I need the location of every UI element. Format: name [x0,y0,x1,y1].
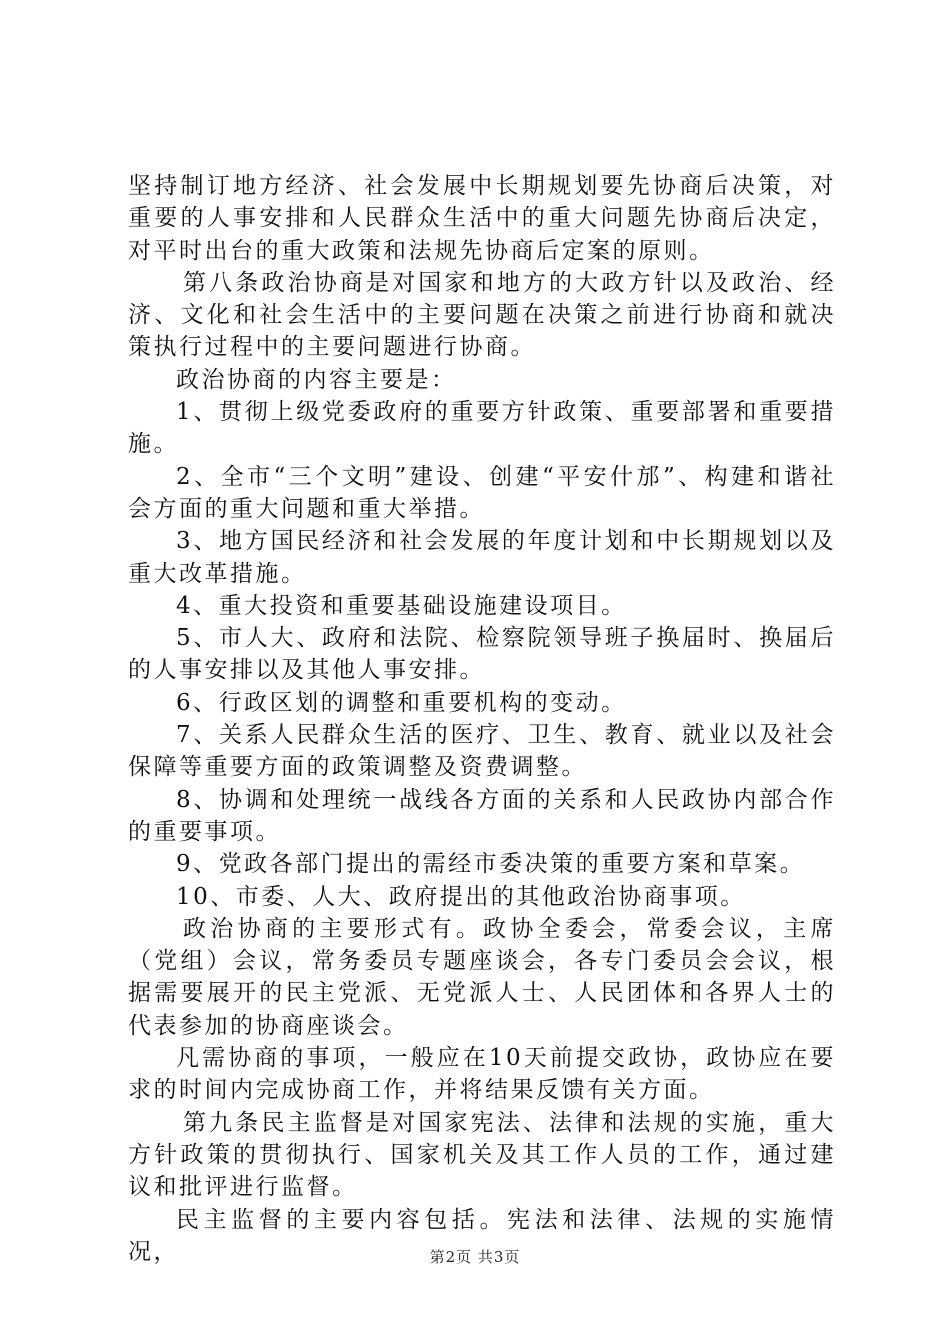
list-item-6: 6、行政区划的调整和重要机构的变动。 [176,689,627,716]
paragraph-consultation-deadline: 凡需协商的事项，一般应在10天前提交政协，政协应在要求的时间内完成协商工作，并将结果反馈有关方面。 [128,1045,836,1104]
list-item-10: 10、市委、人大、政府提出的其他政治协商事项。 [176,883,746,910]
list-item-7: 7、关系人民群众生活的医疗、卫生、教育、就业以及社会保障等重要方面的政策调整及资费调整。 [128,722,836,781]
list-item-5: 5、市人大、政府和法院、检察院领导班子换届时、换届后的人事安排以及其他人事安排。 [128,625,836,684]
paragraph-article-8: 第八条政治协商是对国家和地方的大政方针以及政治、经济、文化和社会生活中的主要问题在决策之前进行协商和就决策执行过程中的主要问题进行协商。 [128,269,836,361]
paragraph-supervision-content: 民主监督的主要内容包括。宪法和法律、法规的实施情况， [128,1206,836,1265]
paragraph-continuation: 坚持制订地方经济、社会发展中长期规划要先协商后决策，对重要的人事安排和人民群众生活中的重大问题先协商后决定，对平时出台的重大政策和法规先协商后定案的原则。 [128,173,836,264]
document-body [128,170,836,1268]
list-item-4: 4、重大投资和重要基础设施建设项目。 [176,592,627,619]
list-item-3: 3、地方国民经济和社会发展的年度计划和中长期规划以及重大改革措施。 [128,528,836,587]
paragraph-consultation-content-heading: 政治协商的内容主要是： [176,366,457,393]
list-item-1: 1、贯彻上级党委政府的重要方针政策、重要部署和重要措施。 [128,399,836,458]
list-item-2: 2、全市“三个文明”建设、创建“平安什邡”、构建和谐社会方面的重大问题和重大举措。 [128,463,836,522]
list-item-9: 9、党政各部门提出的需经市委决策的重要方案和草案。 [176,851,806,878]
list-item-8: 8、协调和处理统一战线各方面的关系和人民政协内部合作的重要事项。 [128,786,836,845]
page-number-footer: 第2页 共3页 [429,1248,521,1266]
paragraph-consultation-forms: 政治协商的主要形式有。政协全委会，常委会议，主席（党组）会议，常务委员专题座谈会，各专门委员会会议，根据需要展开的民主党派、无党派人士、人民团体和各界人士的代表参加的协商座谈会。 [128,915,836,1039]
paragraph-article-9: 第九条民主监督是对国家宪法、法律和法规的实施，重大方针政策的贯彻执行、国家机关及其工作人员的工作，通过建议和批评进行监督。 [128,1109,836,1201]
